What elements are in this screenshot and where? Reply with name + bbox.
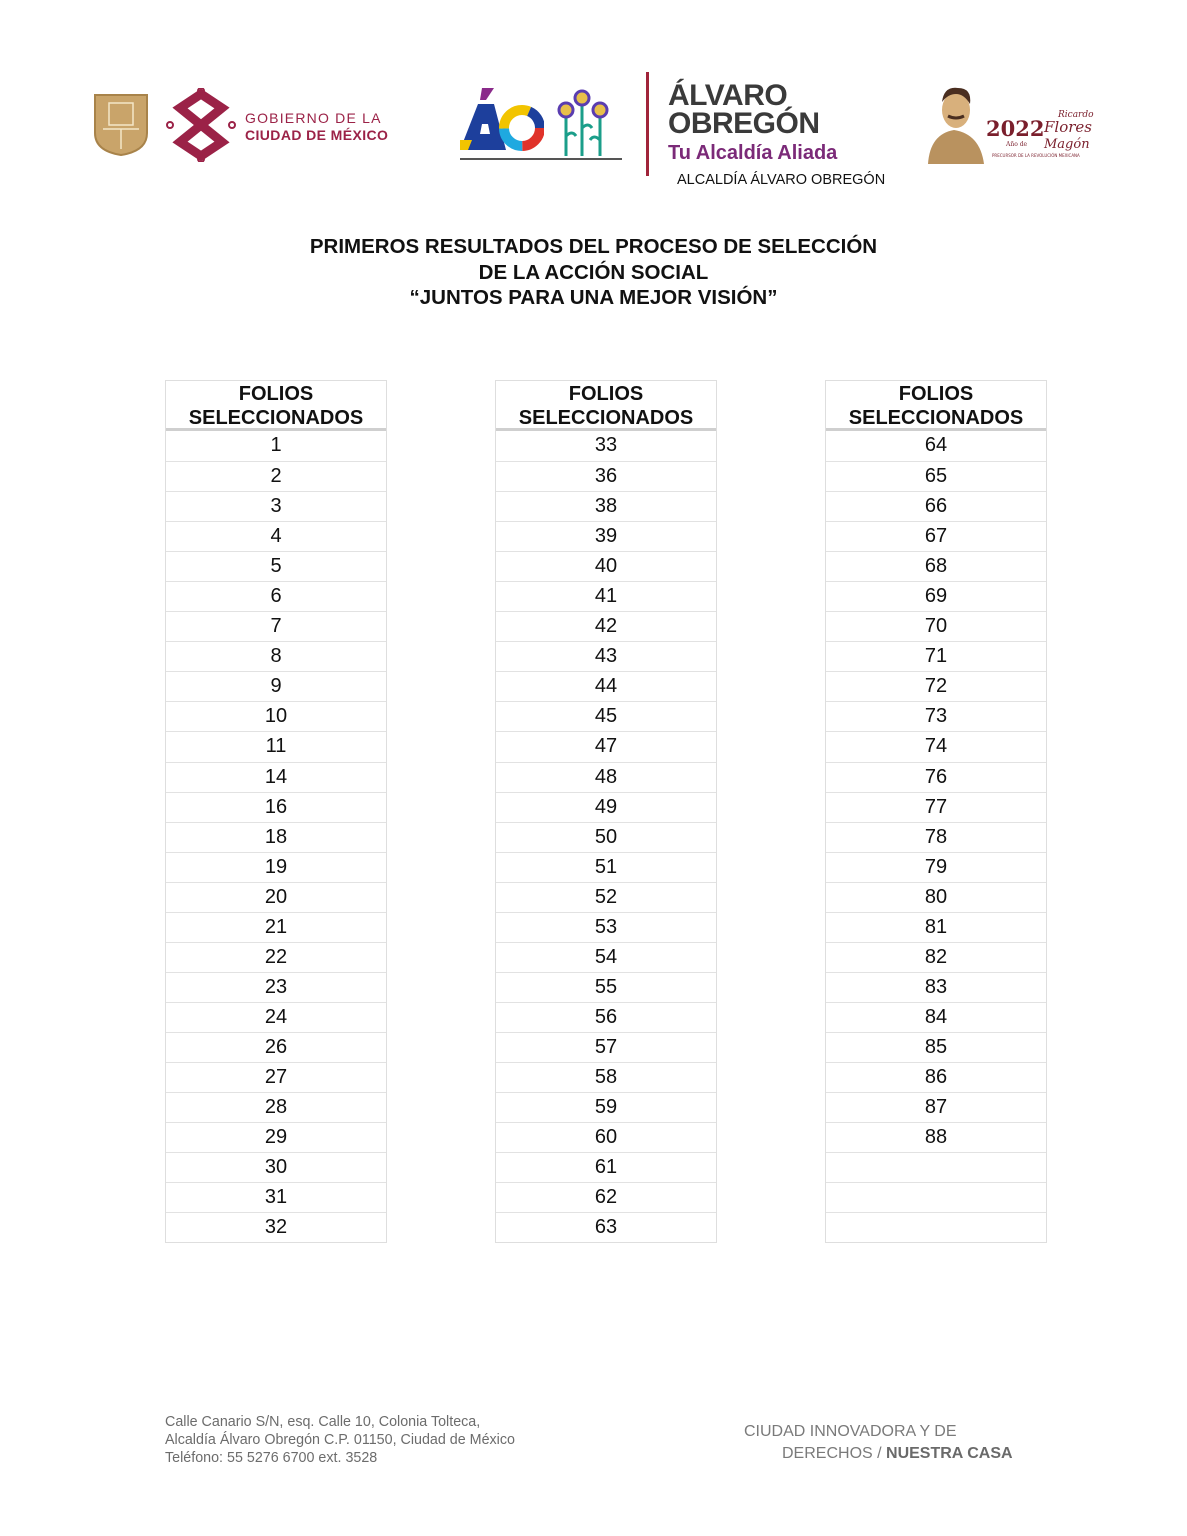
table-header (826, 381, 1046, 431)
slogan-line1: CIUDAD INNOVADORA Y DE (744, 1423, 957, 1440)
table-row: 39 (496, 521, 716, 551)
table-row: 76 (826, 762, 1046, 792)
gov-logo-line1: GOBIERNO DE LA (245, 110, 382, 126)
table-row: 8 (166, 641, 386, 671)
table-header-header-line2: SELECCIONADOS (848, 407, 1024, 429)
table-header (496, 381, 716, 431)
table-row: 4 (166, 521, 386, 551)
table-row: 47 (496, 731, 716, 761)
title-line1: PRIMEROS RESULTADOS DEL PROCESO DE SELECCIÓN (309, 235, 878, 258)
table-row: 62 (496, 1182, 716, 1212)
table-row: 53 (496, 912, 716, 942)
table-row: 40 (496, 551, 716, 581)
table-row: 22 (166, 942, 386, 972)
vertical-divider (646, 72, 649, 176)
magon-name1: Ricardo (1058, 110, 1094, 120)
magon-name2: Flores (1044, 118, 1092, 136)
table-row: 79 (826, 852, 1046, 882)
alcaldia-logo-line2: OBREGÓN (668, 107, 820, 140)
table-row: 7 (166, 611, 386, 641)
table-row: 19 (166, 852, 386, 882)
table-row: 33 (594, 434, 618, 456)
table-row: 88 (826, 1122, 1046, 1152)
footer-address (165, 1413, 515, 1467)
table-header-header-line1: FOLIOS (568, 383, 644, 405)
table-row: 30 (166, 1152, 386, 1182)
table-row (826, 1212, 1046, 1242)
table-row: 16 (166, 792, 386, 822)
folios-table-3 (825, 380, 1047, 1243)
table-row: 6 (166, 581, 386, 611)
table-row: 27 (166, 1062, 386, 1092)
flowers-icon (552, 88, 622, 156)
alcaldia-caption: ALCALDÍA ÁLVARO OBREGÓN (677, 172, 886, 188)
magon-subtitle: PRECURSOR DE LA REVOLUCIÓN MEXICANA (992, 153, 1080, 158)
table-row: 60 (496, 1122, 716, 1152)
table-row: 58 (496, 1062, 716, 1092)
table-row: 11 (166, 731, 386, 761)
table-row: 68 (826, 551, 1046, 581)
table-row: 55 (496, 972, 716, 1002)
cdmx-coat-of-arms-icon (93, 93, 149, 157)
table-row: 3 (166, 491, 386, 521)
alcaldia-logo-line1: ÁLVARO (668, 79, 788, 112)
table-row: 10 (166, 701, 386, 731)
table-header (166, 381, 386, 431)
title-line3: “JUNTOS PARA UNA MEJOR VISIÓN” (409, 286, 778, 309)
table-row: 67 (826, 521, 1046, 551)
table-row: 45 (496, 701, 716, 731)
table-row: 49 (496, 792, 716, 822)
table-header-header-line1: FOLIOS (238, 383, 314, 405)
table-row: 41 (496, 581, 716, 611)
table-row: 74 (826, 731, 1046, 761)
table-row: 82 (826, 942, 1046, 972)
table-row: 54 (496, 942, 716, 972)
table-row: 73 (826, 701, 1046, 731)
table-row: 57 (496, 1032, 716, 1062)
table-row: 28 (166, 1092, 386, 1122)
table-row: 70 (826, 611, 1046, 641)
table-row: 43 (496, 641, 716, 671)
table-row: 51 (496, 852, 716, 882)
table-row: 14 (166, 762, 386, 792)
table-row: 26 (166, 1032, 386, 1062)
address-line2: Alcaldía Álvaro Obregón C.P. 01150, Ciudad de México (165, 1432, 515, 1448)
table-row: 59 (496, 1092, 716, 1122)
table-row: 21 (166, 912, 386, 942)
table-row: 85 (826, 1032, 1046, 1062)
address-line3: Teléfono: 55 5276 6700 ext. 3528 (165, 1450, 378, 1466)
gov-logo-line2: CIUDAD DE MÉXICO (245, 127, 389, 143)
alcaldia-tagline: Tu Alcaldía Aliada (668, 142, 838, 164)
title-line2: DE LA ACCIÓN SOCIAL (478, 260, 709, 284)
footer-slogan (744, 1421, 1013, 1465)
table-row: 61 (496, 1152, 716, 1182)
table-row: 50 (496, 822, 716, 852)
cdmx-logo-text (245, 110, 388, 144)
ao-colorful-logo-icon (460, 88, 544, 156)
table-row: 5 (166, 551, 386, 581)
table-row: 32 (166, 1212, 386, 1242)
table-row (826, 1152, 1046, 1182)
table-row: 84 (826, 1002, 1046, 1032)
table-row: 63 (496, 1212, 716, 1242)
table-row: 18 (166, 822, 386, 852)
slogan-line2b: NUESTRA CASA (886, 1445, 1013, 1462)
table-row: 65 (826, 461, 1046, 491)
table-row: 31 (166, 1182, 386, 1212)
table-row: 42 (496, 611, 716, 641)
flores-magon-portrait-icon (924, 84, 986, 166)
magon-name3: Magón (1044, 137, 1090, 152)
slogan-line2a: DERECHOS / (782, 1445, 887, 1462)
table-row: 20 (166, 882, 386, 912)
table-row: 48 (496, 762, 716, 792)
alcaldia-logo-text (668, 79, 820, 140)
table-row: 77 (826, 792, 1046, 822)
table-row: 66 (826, 491, 1046, 521)
logo-divider-line (460, 158, 622, 160)
table-row: 38 (496, 491, 716, 521)
table-row: 29 (166, 1122, 386, 1152)
table-row: 23 (166, 972, 386, 1002)
table-row: 52 (496, 882, 716, 912)
table-row: 86 (826, 1062, 1046, 1092)
table-header-header-line2: SELECCIONADOS (518, 407, 694, 429)
cdmx-emblem-icon (166, 88, 236, 162)
table-row (826, 1182, 1046, 1212)
table-row: 9 (166, 671, 386, 701)
address-line1: Calle Canario S/N, esq. Calle 10, Colonia Tolteca, (165, 1414, 481, 1430)
table-row: 87 (826, 1092, 1046, 1122)
table-row: 2 (166, 461, 386, 491)
table-row: 44 (496, 671, 716, 701)
table-row: 72 (826, 671, 1046, 701)
folios-table-1 (165, 380, 387, 1243)
table-row: 56 (496, 1002, 716, 1032)
magon-year: 2022 (986, 116, 1045, 141)
folios-table-2 (495, 380, 717, 1243)
magon-anio-de: Año de (1006, 141, 1028, 148)
table-row: 36 (496, 461, 716, 491)
slogan-line2 (744, 1443, 1013, 1465)
table-header-header-line1: FOLIOS (898, 383, 974, 405)
document-title (0, 234, 1187, 311)
table-row: 80 (826, 882, 1046, 912)
table-row: 69 (826, 581, 1046, 611)
table-row: 83 (826, 972, 1046, 1002)
table-row: 1 (270, 434, 282, 456)
table-row: 24 (166, 1002, 386, 1032)
table-row: 81 (826, 912, 1046, 942)
table-header-header-line2: SELECCIONADOS (188, 407, 364, 429)
table-row: 71 (826, 641, 1046, 671)
table-row: 78 (826, 822, 1046, 852)
table-row: 64 (924, 434, 948, 456)
